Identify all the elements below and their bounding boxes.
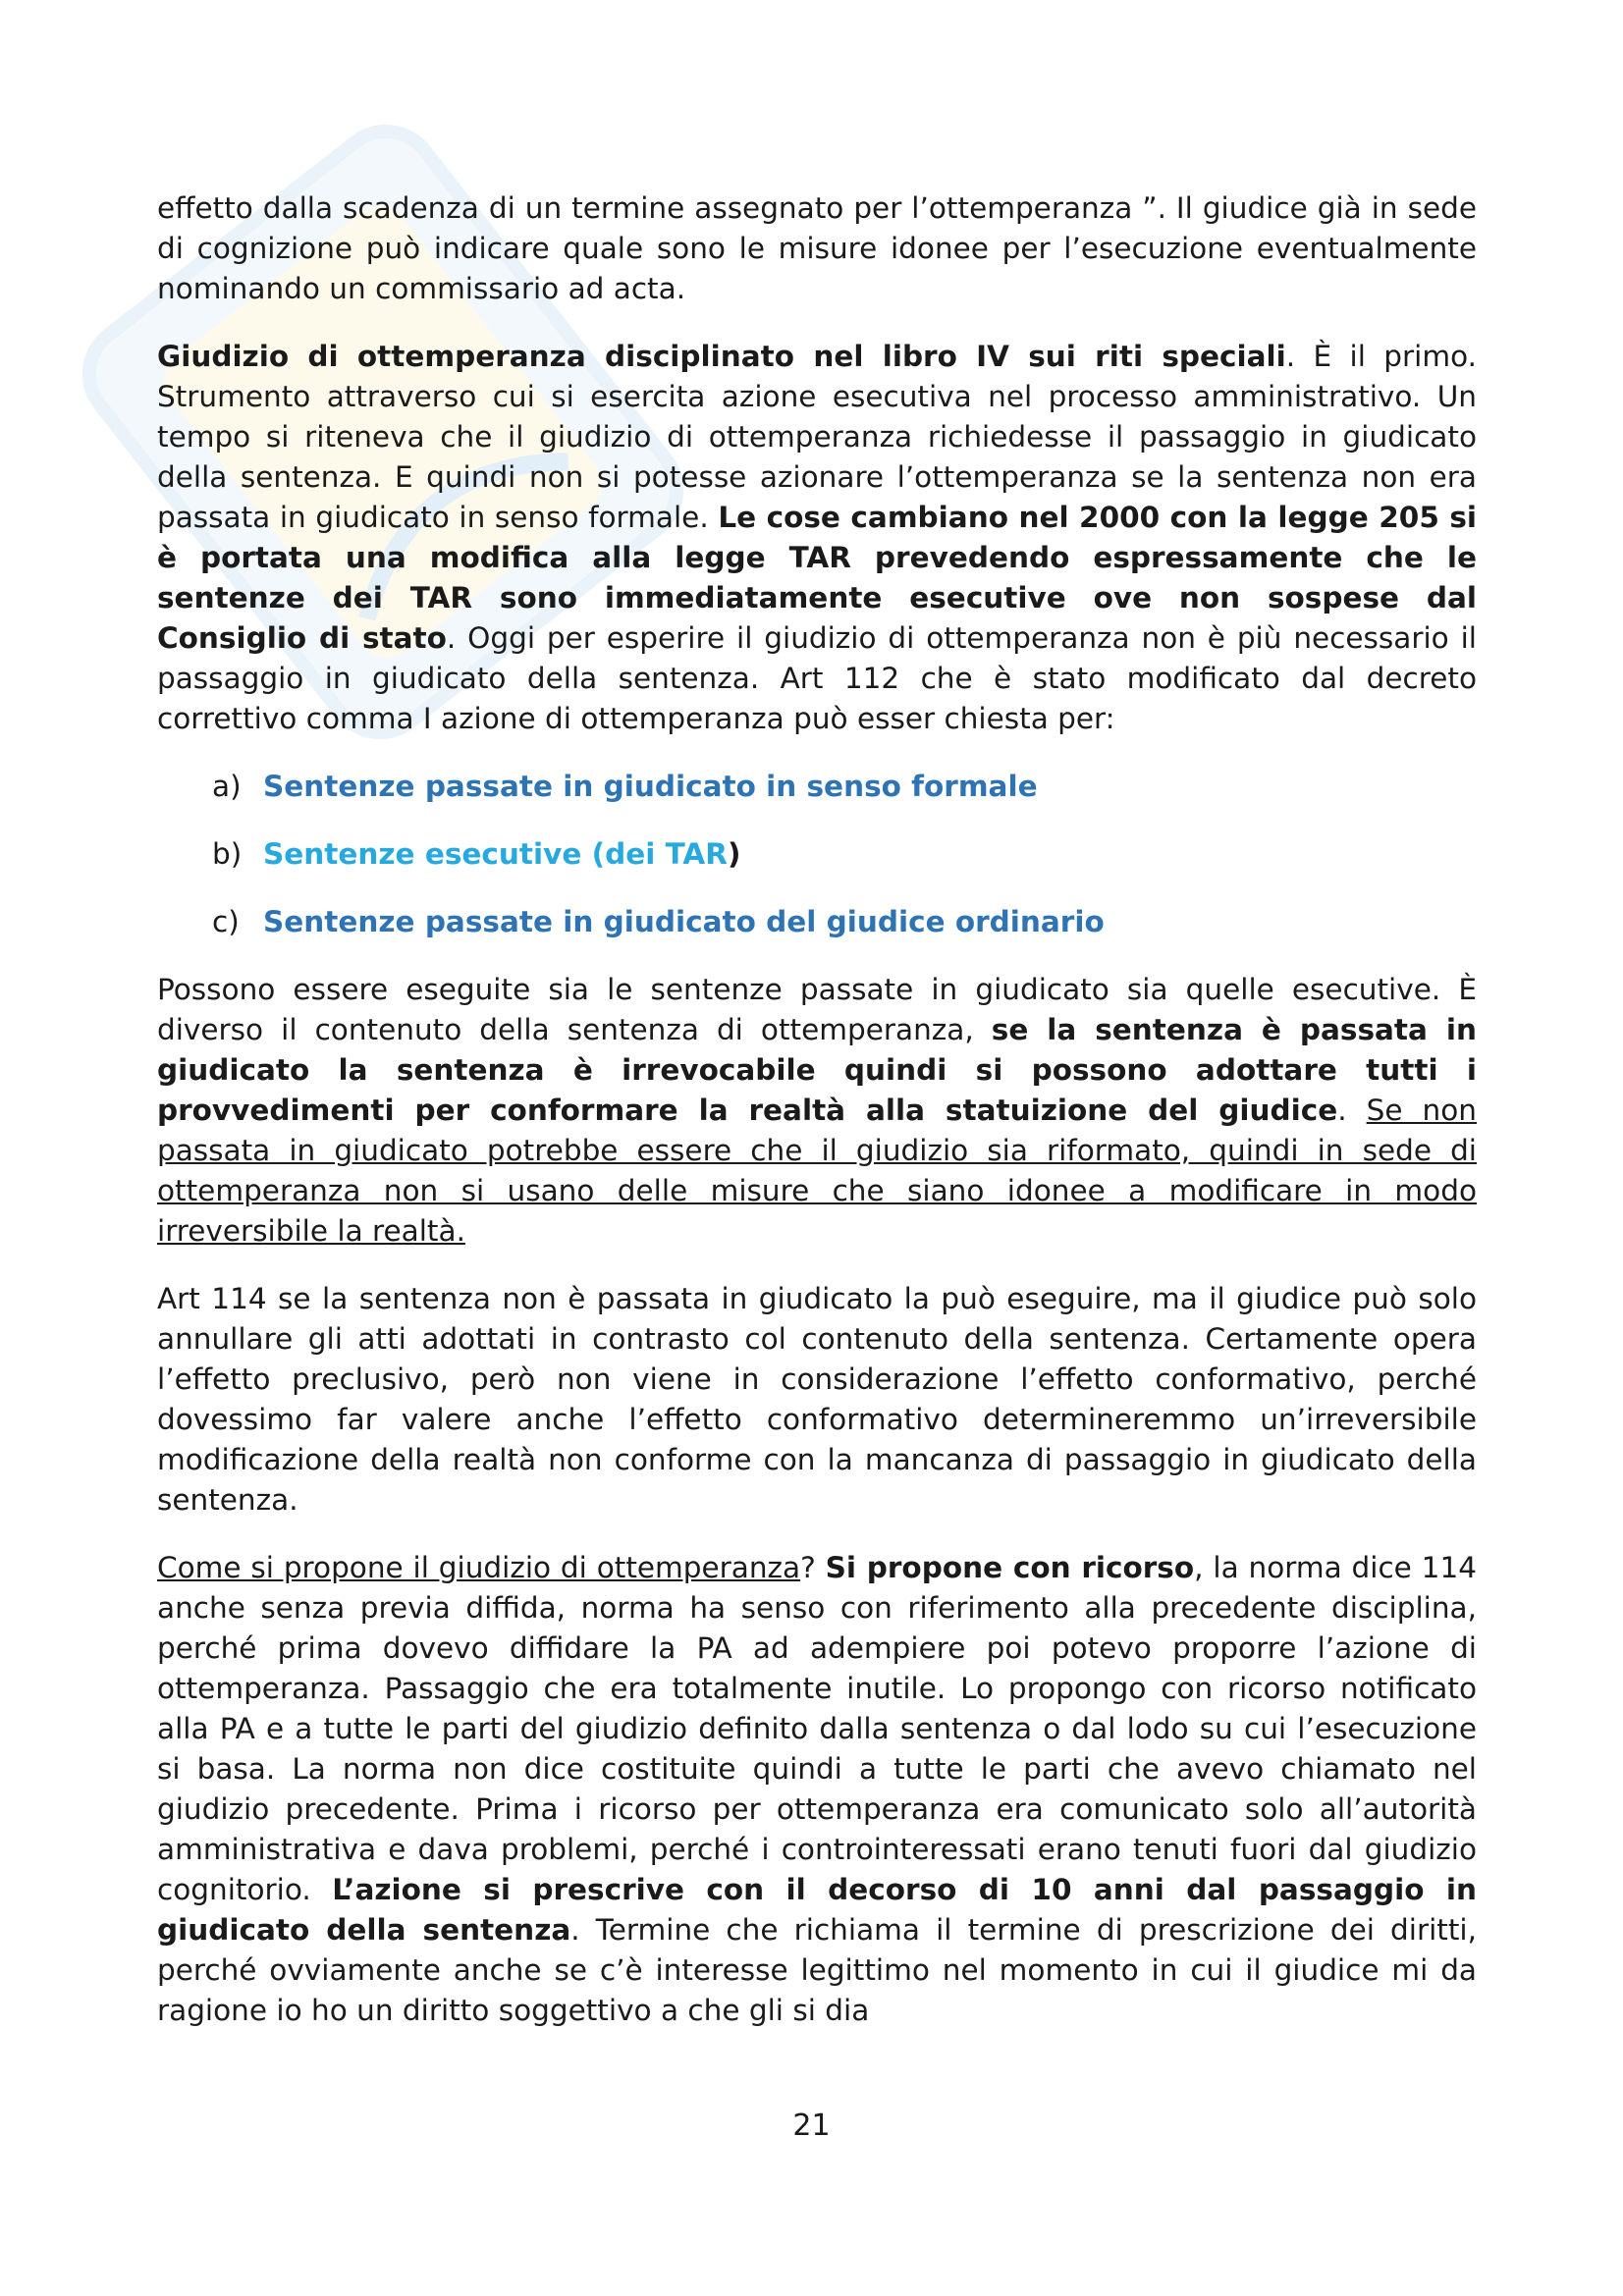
underlined-text: Come si propone il giudizio di ottemperanza [157,1551,801,1584]
bold-text: Si propone con ricorso [825,1551,1195,1584]
list-item [157,834,1477,875]
list-item-text: Sentenze passate in giudicato in senso formale [263,770,1038,803]
bold-text: Le cose cambiano nel 2000 con la legge 205 si è portata una modifica alla legge TAR prevedendo espressamente che le sentenze dei TAR sono immediatamente esecutive ove non sospese dal Consiglio di stato [157,501,1478,655]
ottemperanza-list [157,767,1477,942]
body-text: Possono essere eseguite sia le sentenze passate in giudicato sia quelle esecutive. È diverso il contenuto della sentenza di ottemperanza, [157,973,1477,1046]
bold-text: L’azione si prescrive con il decorso di 10 anni dal passaggio in giudicato della sentenza [157,1873,1477,1947]
body-text: . [1337,1094,1367,1127]
body-text: . Termine che richiama il termine di prescrizione dei diritti, perché ovviamente anche se c’è interesse legittimo nel momento in cui il giudice mi da ragione io ho un diritto soggettivo a che gli si dia [157,1913,1477,2027]
underlined-text: Se non passata in giudicato potrebbe essere che il giudizio sia riformato, quindi in sede di ottemperanza non si usano delle misure che siano idonee a modificare in modo irreversibile la realtà. [157,1094,1477,1248]
body-text: ? [800,1551,826,1584]
body-text: , la norma dice 114 anche senza previa diffida, norma ha senso con riferimento alla precedente disciplina, perché prima dovevo diffidare la PA ad adempiere poi potevo proporre l’azione di ottemperanza. Passaggio che era totalmente inutile. Lo propongo con ricorso notificato alla PA e a tutte le parti del giudizio definito dalla sentenza o dal lodo su cui l’esecuzione si basa. La norma non dice costituite quindi a tutte le parti che avevo chiamato nel giudizio precedente. Prima i ricorso per ottemperanza era comunicato solo all’autorità amministrativa e dava problemi, perché i controinteressati erano tenuti fuori dal giudizio cognitorio. [157,1551,1477,1906]
list-item [157,767,1477,807]
list-marker: c) [212,905,240,938]
list-marker: b) [212,837,243,871]
paragraph-2 [157,337,1477,739]
paragraph-4: Art 114 se la sentenza non è passata in giudicato la può eseguire, ma il giudice può solo annullare gli atti adottati in contrasto col contenuto della sentenza. Certamente opera l’effetto preclusivo, però non viene in considerazione l’effetto conformativo, perché dovessimo far valere anche l’effetto conformativo determineremmo un’irreversibile modificazione della realtà non conforme con la mancanza di passaggio in giudicato della sentenza. [157,1282,1477,1517]
body-text: . Oggi per esperire il giudizio di ottemperanza non è più necessario il passaggio in giudicato della sentenza. Art 112 che è stato modificato dal decreto correttivo comma I azione di ottemperanza può esser chiesta per: [157,621,1477,735]
bold-text: se la sentenza è passata in giudicato la sentenza è irrevocabile quindi si possono adottare tutti i provvedimenti per conformare la realtà alla statuizione del giudice [157,1013,1478,1127]
paragraph-1: effetto dalla scadenza di un termine assegnato per l’ottemperanza ”. Il giudice già in sede di cognizione può indicare quale sono le misure idonee per l’esecuzione eventualmente nominando un commissario ad acta. [157,191,1477,305]
paragraph-3 [157,970,1477,1252]
list-item [157,902,1477,942]
list-marker: a) [212,770,242,803]
bold-text: Giudizio di ottemperanza disciplinato nel libro IV sui riti speciali [157,340,1286,373]
list-item-suffix: ) [727,837,741,871]
body-text: . È il primo. Strumento attraverso cui si esercita azione esecutiva nel processo amministrativo. Un tempo si riteneva che il giudizio di ottemperanza richiedesse il passaggio in giudicato della sentenza. E quindi non si potesse azionare l’ottemperanza se la sentenza non era passata in giudicato in senso formale. [157,340,1478,534]
document-page [157,188,1477,2058]
list-item-text: Sentenze esecutive (dei TAR [263,837,728,871]
page-number: 21 [792,2109,831,2143]
list-item-text: Sentenze passate in giudicato del giudice ordinario [263,905,1105,938]
paragraph-5 [157,1548,1477,2031]
